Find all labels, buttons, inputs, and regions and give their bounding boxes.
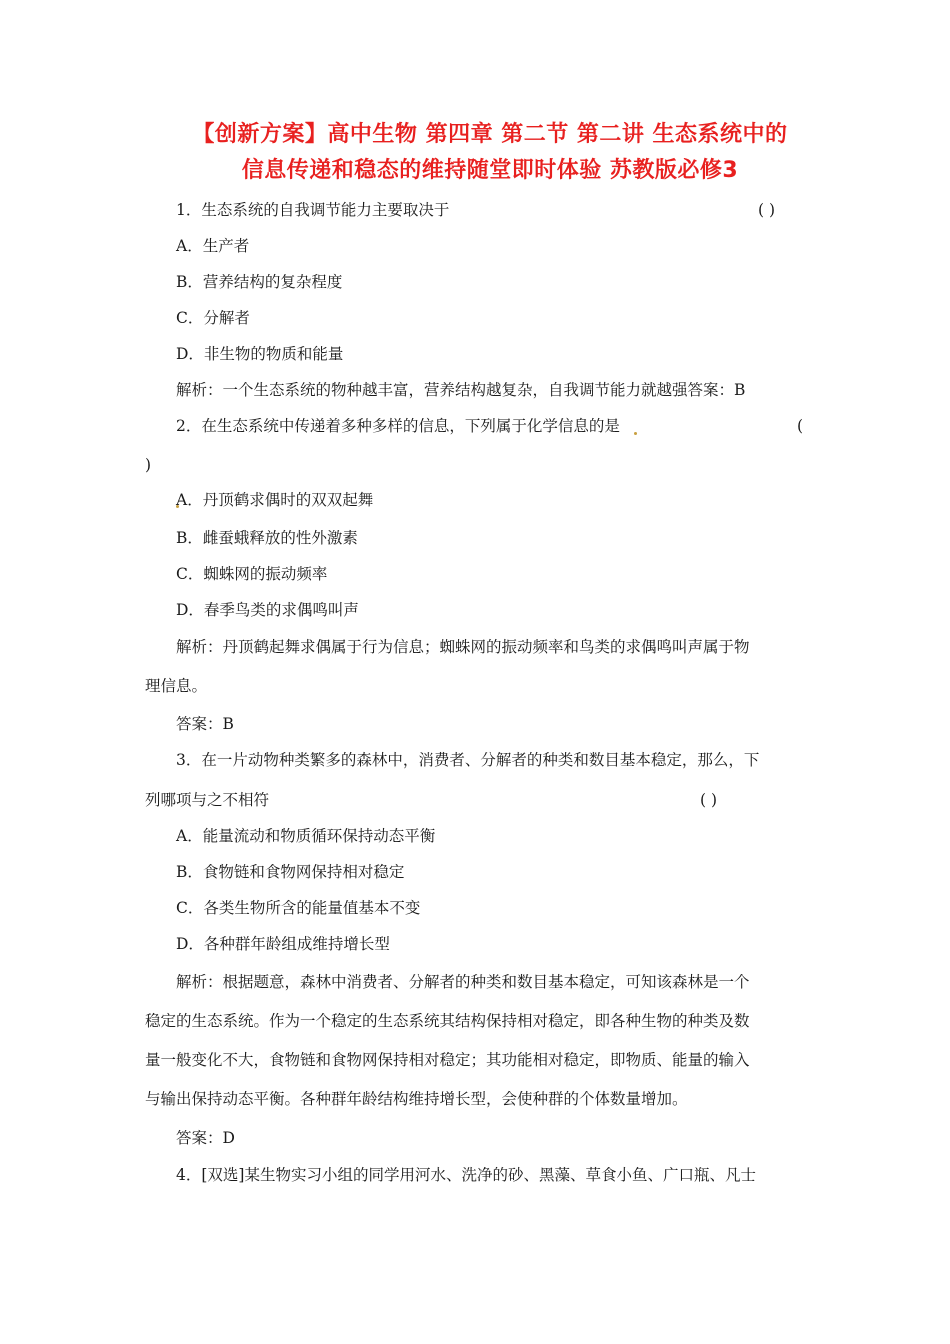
question-1-option-d: D．非生物的物质和能量 — [176, 345, 344, 363]
question-2-option-b: B．雌蚕蛾释放的性外激素 — [176, 529, 358, 547]
question-4-stem: 4．[双选]某生物实习小组的同学用河水、洗净的砂、黑藻、草食小鱼、广口瓶、凡士 — [176, 1166, 756, 1184]
question-2-stem: 2．在生态系统中传递着多种多样的信息，下列属于化学信息的是 — [176, 417, 620, 435]
question-3-answer-paren: ( ) — [700, 791, 718, 809]
question-3-option-c: C．各类生物所含的能量值基本不变 — [176, 899, 421, 917]
document-title-line-2: 信息传递和稳态的维持随堂即时体验 苏教版必修3 — [241, 158, 739, 183]
question-3-analysis-line-3: 量一般变化不大，食物链和食物网保持相对稳定；其功能相对稳定，即物质、能量的输入 — [145, 1051, 750, 1069]
question-3-analysis-line-2: 稳定的生态系统。作为一个稳定的生态系统其结构保持相对稳定，即各种生物的种类及数 — [145, 1012, 750, 1030]
question-1-stem: 1．生态系统的自我调节能力主要取决于 — [176, 201, 450, 219]
question-3-option-d: D．各种群年龄组成维持增长型 — [176, 935, 390, 953]
question-2-analysis-line-2: 理信息。 — [145, 677, 208, 695]
question-2-answer: 答案：B — [176, 715, 234, 733]
question-3-option-a: A．能量流动和物质循环保持动态平衡 — [176, 827, 436, 845]
question-3-option-b: B．食物链和食物网保持相对稳定 — [176, 863, 405, 881]
question-3-analysis-line-1: 解析：根据题意，森林中消费者、分解者的种类和数目基本稳定，可知该森林是一个 — [176, 973, 750, 991]
question-2-paren-close: ) — [145, 456, 152, 474]
question-2-analysis-line-1: 解析：丹顶鹤起舞求偶属于行为信息；蜘蛛网的振动频率和鸟类的求偶鸣叫声属于物 — [176, 638, 750, 656]
question-1-option-c: C．分解者 — [176, 309, 250, 327]
document-title-line-1: 【创新方案】高中生物 第四章 第二节 第二讲 生态系统中的 — [192, 122, 788, 147]
question-3-stem-line-2: 列哪项与之不相符 — [145, 791, 270, 809]
question-3-analysis-line-4: 与输出保持动态平衡。各种群年龄结构维持增长型，会使种群的个体数量增加。 — [145, 1090, 688, 1108]
question-1-option-a: A．生产者 — [176, 237, 250, 255]
question-2-option-d: D．春季鸟类的求偶鸣叫声 — [176, 601, 359, 619]
question-1-analysis: 解析：一个生态系统的物种越丰富，营养结构越复杂，自我调节能力就越强答案：B — [176, 381, 746, 399]
question-2-option-c: C．蜘蛛网的振动频率 — [176, 565, 328, 583]
question-3-stem-line-1: 3．在一片动物种类繁多的森林中，消费者、分解者的种类和数目基本稳定，那么，下 — [176, 751, 760, 769]
question-3-answer: 答案：D — [176, 1129, 235, 1147]
stray-mark — [634, 432, 637, 435]
question-2-paren-open: ( — [797, 417, 804, 435]
question-1-answer-paren: ( ) — [758, 201, 776, 219]
question-2-option-a: A．丹顶鹤求偶时的双双起舞 — [176, 491, 374, 509]
question-1-option-b: B．营养结构的复杂程度 — [176, 273, 343, 291]
